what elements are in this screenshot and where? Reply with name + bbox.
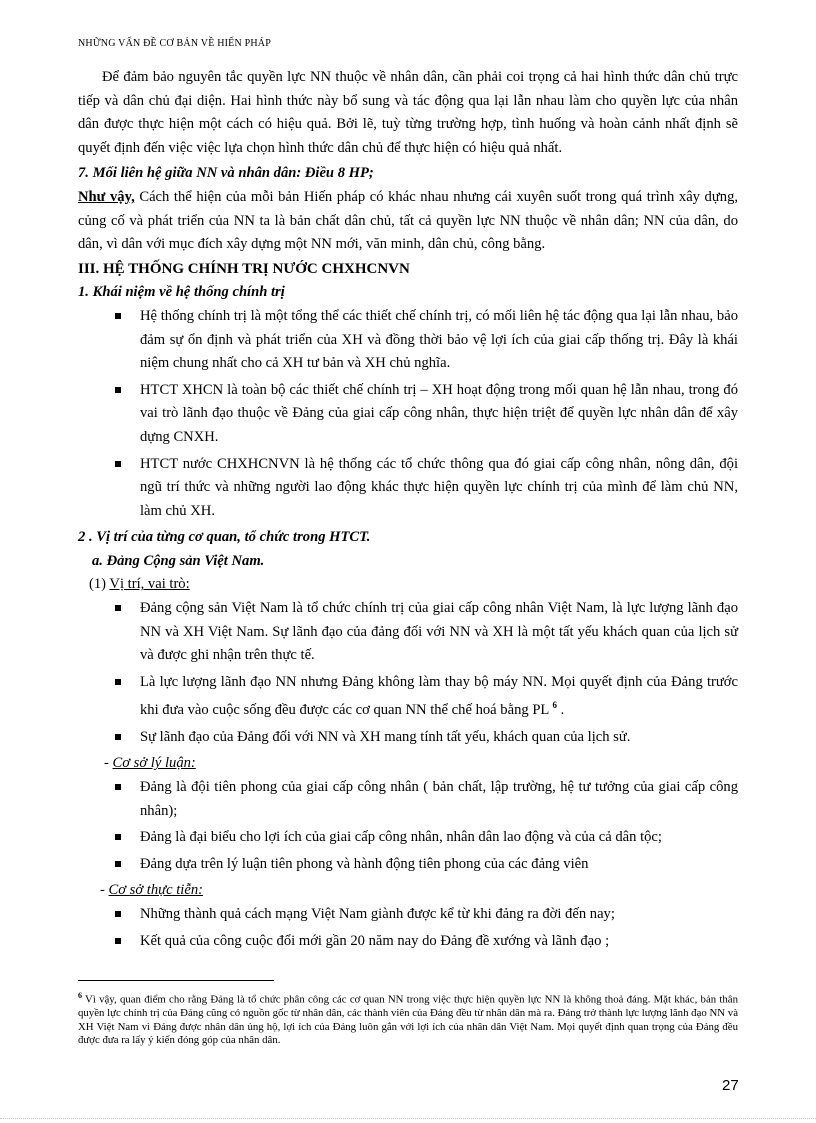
list-item: Sự lãnh đạo của Đảng đối với NN và XH mang tính tất yếu, khách quan của lịch sử. <box>140 726 738 750</box>
list-item: Đảng là đại biểu cho lợi ích của giai cấp công nhân, nhân dân lao động và của cả dân tộc; <box>140 826 738 850</box>
footnote-separator <box>78 980 274 981</box>
practice-heading: - Cơ sở thực tiễn: <box>100 882 203 899</box>
item-1-heading: (1) Vị trí, vai trò: <box>89 576 190 593</box>
page-bottom-border <box>0 1118 816 1119</box>
footnote-ref[interactable]: 6 <box>552 700 557 711</box>
square-bullet-icon <box>115 313 121 319</box>
square-bullet-icon <box>115 784 121 790</box>
list-item: Kết quả của công cuộc đổi mới gần 20 năm nay do Đảng đề xướng và lãnh đạo ; <box>140 930 738 954</box>
page-body <box>78 66 738 956</box>
practice-bullet-list <box>78 903 738 953</box>
section-7-heading: 7. Mối liên hệ giữa NN và nhân dân: Điều 8 HP; <box>78 165 374 182</box>
square-bullet-icon <box>115 461 121 467</box>
section-7-text: Cách thể hiện của mỗi bản Hiến pháp có khác nhau nhưng cái xuyên suốt trong quá trình xây dựng, củng cố và phát triển của NN ta là bản chất dân chủ, tất cả quyền lực NN thuộc về nhân dân; NN của dân, do dân, vì dân với mục đích xây dựng một NN mới, văn minh, dân chủ, công bằng. <box>78 188 739 253</box>
subsection-2-heading: 2 . Vị trí của từng cơ quan, tổ chức trong HTCT. <box>78 529 371 546</box>
footnote-number: 6 <box>78 991 82 1000</box>
section-7-lead: Như vậy, <box>78 188 135 205</box>
list-item: Đảng cộng sản Việt Nam là tổ chức chính trị của giai cấp công nhân Việt Nam, là lực lượng lãnh đạo NN và XH Việt Nam. Sự lãnh đạo của đảng đối với NN và XH là một tất yếu khách quan của lịch sử và được ghi nhận trên thực tế. <box>140 597 738 668</box>
running-header: NHỮNG VẤN ĐỀ CƠ BẢN VỀ HIẾN PHÁP <box>78 38 271 49</box>
footnote-text: Vì vậy, quan điểm cho rằng Đảng là tổ chức phân công các cơ quan NN trong việc thực hiện quyền lực NN là không thoả đáng. Mặt khác, bản thân quyền lực chính trị của Đảng cũng có nguồn gốc từ nhân dân, các thành viên của Đảng đều từ nhân dân mà ra. Đảng trở thành lực lượng lãnh đạo NN và XH Việt Nam vì Đảng được nhân dân ủng hộ, lợi ích của Đảng luôn gắn với lợi ích của nhân dân Việt Nam. Mọi quyết định quan trọng của Đảng đều được đưa ra lấy ý kiến đóng góp của nhân dân. <box>78 993 738 1047</box>
square-bullet-icon <box>115 734 121 740</box>
list-item: Hệ thống chính trị là một tổng thể các thiết chế chính trị, có mối liên hệ tác động qua lại lẫn nhau, bảo đảm sự ổn định và phát triển của XH và đồng thời bảo vệ lợi ích của giai cấp thống trị. Đây là khái niệm chung nhất cho cả XH tư bản và XH chủ nghĩa. <box>140 305 738 376</box>
section-3-heading: III. HỆ THỐNG CHÍNH TRỊ NƯỚC CHXHCNVN <box>78 260 410 277</box>
section-7-paragraph <box>78 186 738 257</box>
square-bullet-icon <box>115 387 121 393</box>
intro-paragraph: Để đảm bảo nguyên tắc quyền lực NN thuộc về nhân dân, cần phải coi trọng cả hai hình thức dân chủ trực tiếp và dân chủ đại diện. Hai hình thức này bổ sung và tác động qua lại lẫn nhau làm cho quyền lực của nhân dân được thực hiện một cách có hiệu quả. Bởi lẽ, tuỳ từng trường hợp, tình huống và hoàn cảnh nhất định sẽ quyết định đến việc việc lựa chọn hình thức dân chủ để thực hiện có hiệu quả nhất. <box>78 69 738 156</box>
square-bullet-icon <box>115 911 121 917</box>
square-bullet-icon <box>115 679 121 685</box>
concept-bullet-list <box>78 305 738 523</box>
square-bullet-icon <box>115 834 121 840</box>
list-item: Những thành quả cách mạng Việt Nam giành được kể từ khi đảng ra đời đến nay; <box>140 903 738 927</box>
list-item: Là lực lượng lãnh đạo NN nhưng Đảng không làm thay bộ máy NN. Mọi quyết định của Đảng trước khi đưa vào cuộc sống đều được các cơ quan NN thể chế hoá bằng PL $^6$ . <box>140 671 738 723</box>
role-bullet-list <box>78 597 738 749</box>
square-bullet-icon <box>115 605 121 611</box>
list-item: Đảng dựa trên lý luận tiên phong và hành động tiên phong của các đảng viên <box>140 853 738 877</box>
page-number: 27 <box>722 1077 739 1094</box>
square-bullet-icon <box>115 938 121 944</box>
footnote <box>78 989 738 1048</box>
square-bullet-icon <box>115 861 121 867</box>
list-item: Đảng là đội tiên phong của giai cấp công nhân ( bản chất, lập trường, hệ tư tưởng của giai cấp công nhân); <box>140 776 738 823</box>
theory-heading: - Cơ sở lý luận: <box>104 755 196 772</box>
theory-bullet-list <box>78 776 738 876</box>
list-item: HTCT XHCN là toàn bộ các thiết chế chính trị – XH hoạt động trong mối quan hệ lẫn nhau, trong đó vai trò lãnh đạo thuộc về Đảng của giai cấp công nhân, thực hiện triệt để quyền lực nhân dân để xây dựng CNXH. <box>140 379 738 450</box>
subsection-a-heading: a. Đảng Cộng sản Việt Nam. <box>92 552 265 569</box>
subsection-1-heading: 1. Khái niệm về hệ thống chính trị <box>78 284 285 301</box>
list-item: HTCT nước CHXHCNVN là hệ thống các tổ chức thông qua đó giai cấp công nhân, nông dân, đội ngũ trí thức và những người lao động khác thực hiện quyền lực chính trị của mình để làm chủ NN, làm chủ XH. <box>140 453 738 524</box>
